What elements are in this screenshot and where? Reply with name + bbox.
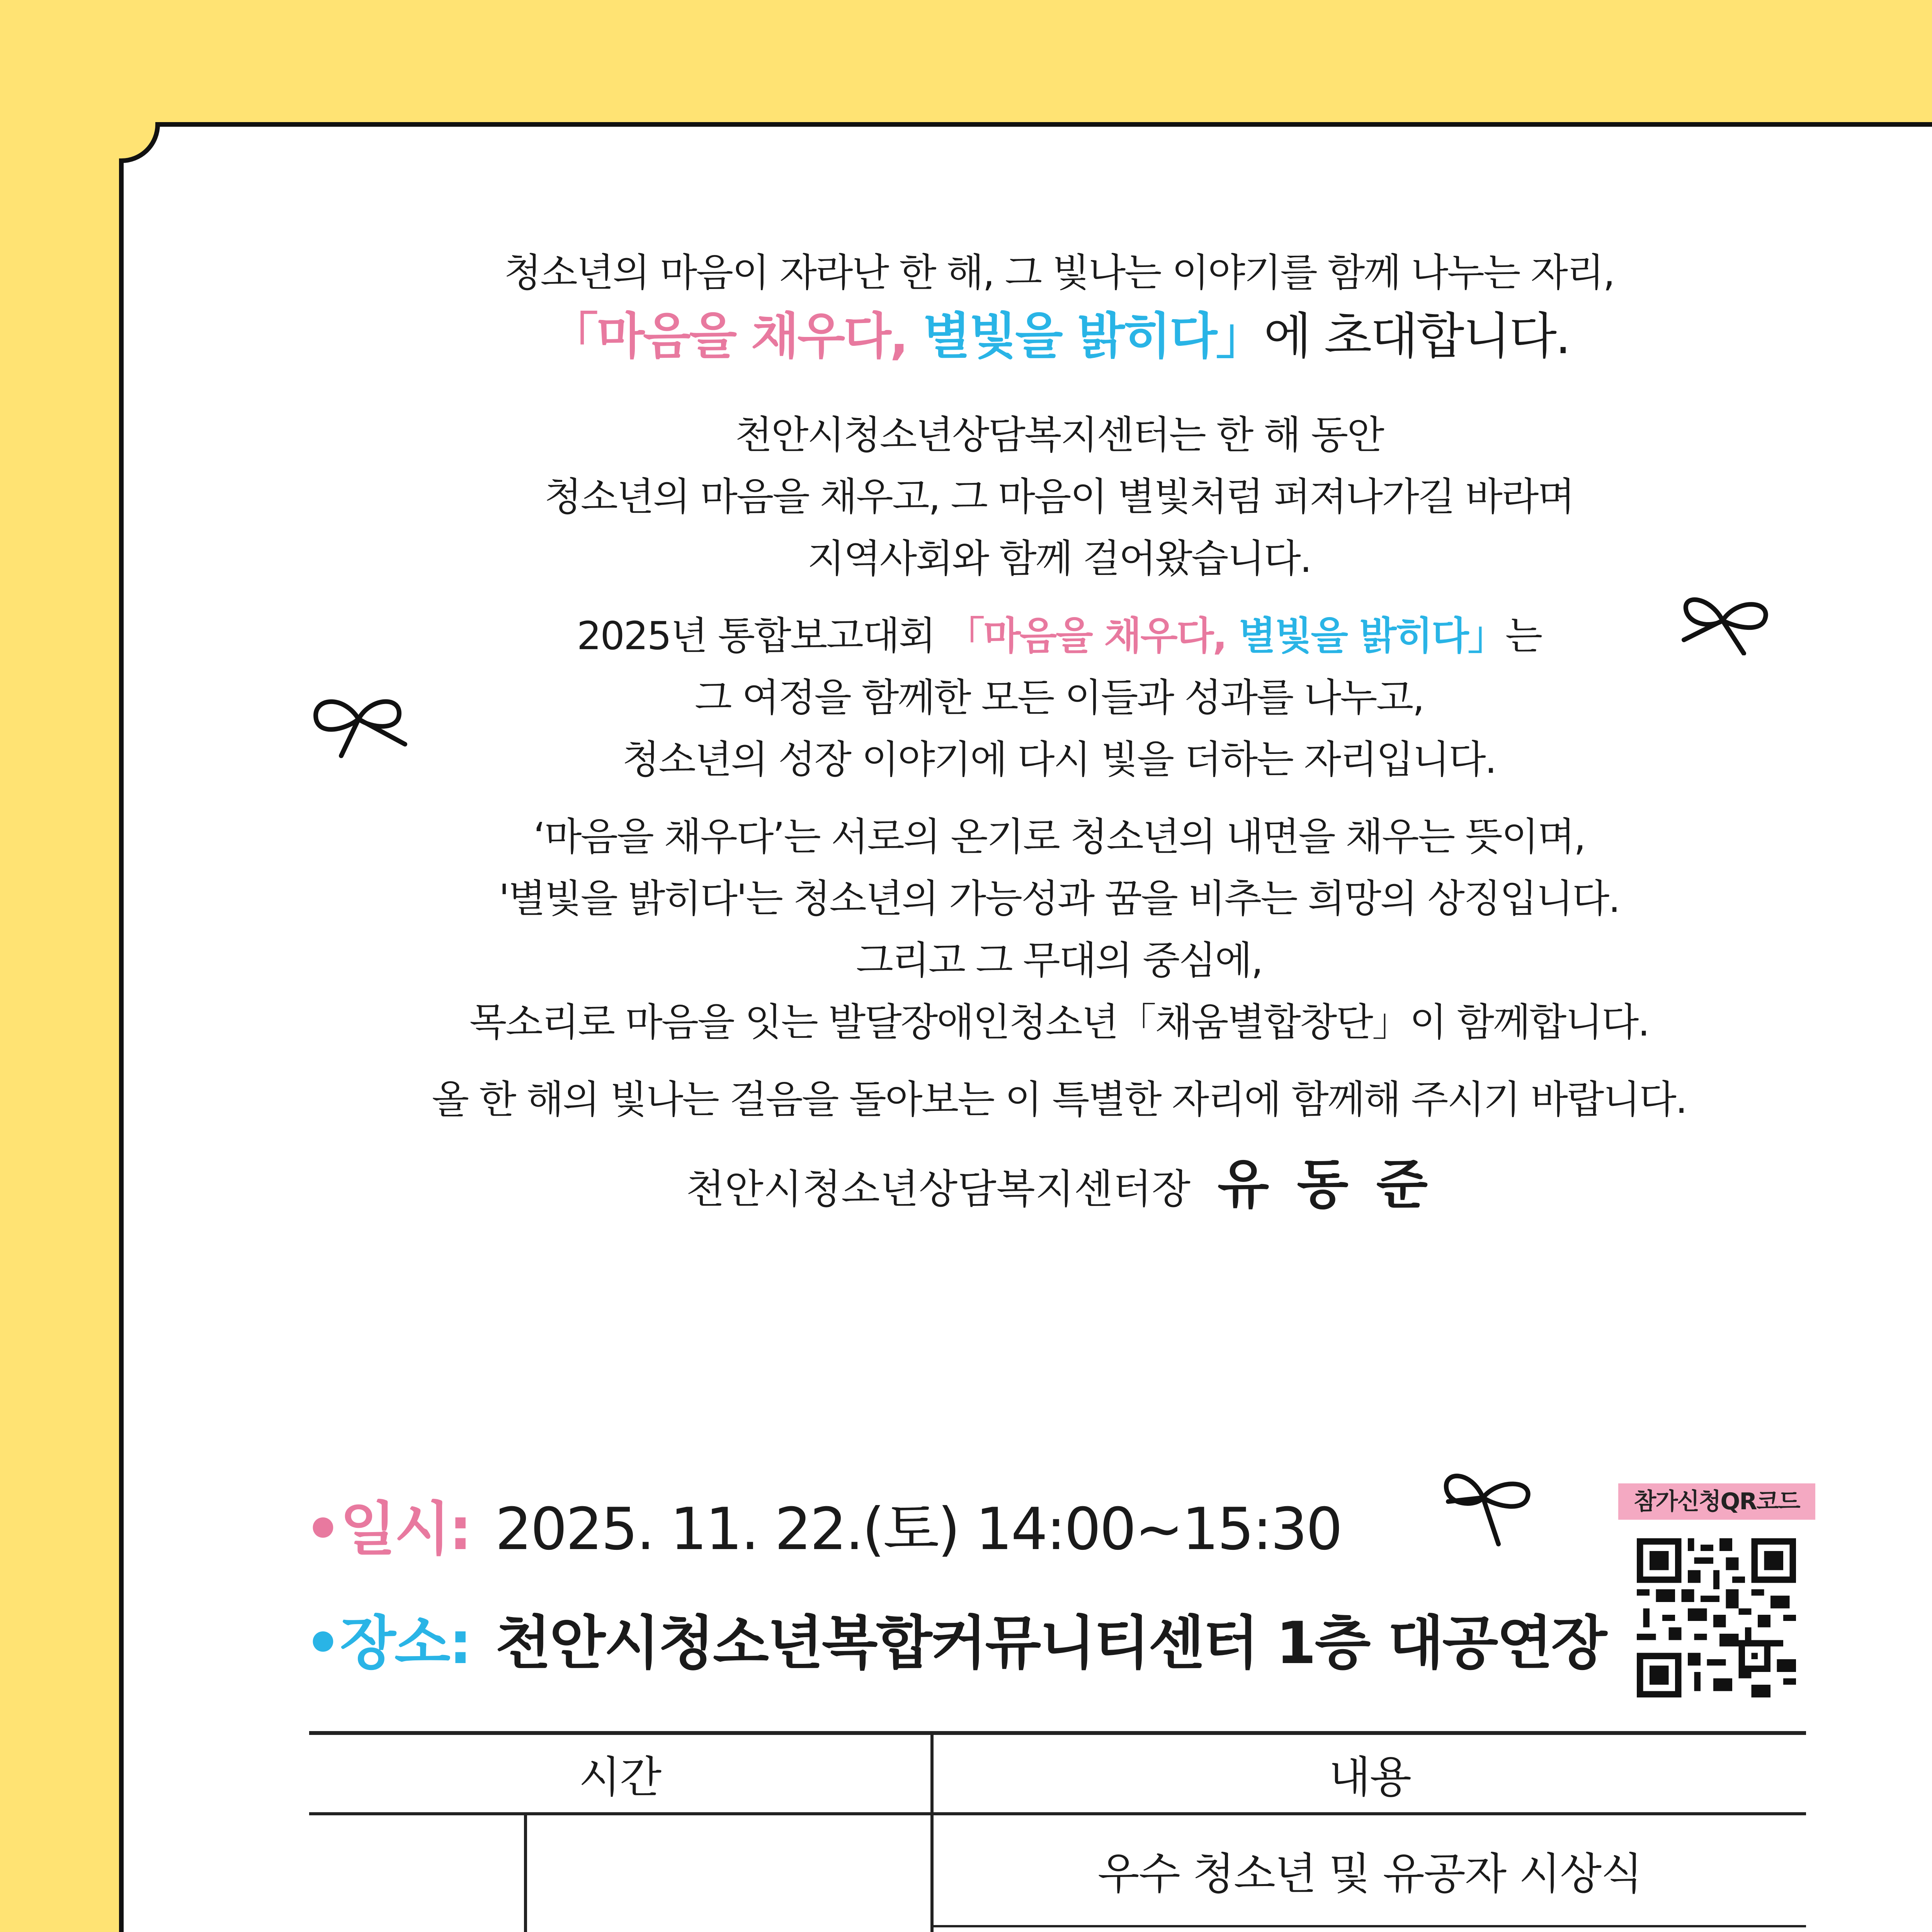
title-close-bracket: 」: [1216, 308, 1264, 365]
title-suffix: 에 초대합니다.: [1264, 308, 1570, 365]
title-blue-part: 별빛을 밝히다: [922, 308, 1216, 365]
event-title-line: [119, 302, 1932, 371]
header-content: 내용: [1328, 1752, 1411, 1803]
para2-prefix: 2025년 통합보고대회: [577, 613, 946, 658]
part-1-item-2: [934, 1927, 1806, 1932]
date-row: [304, 1482, 1341, 1566]
para1-line-3: 지역사회와 함께 걸어왔습니다.: [807, 536, 1311, 581]
para2-close: 」: [1468, 613, 1505, 658]
para4-line: 올 한 해의 빛나는 걸음을 돌아보는 이 특별한 자리에 함께해 주시기 바랍니다.: [432, 1077, 1687, 1122]
place-bullet: •: [304, 1610, 340, 1677]
signature-name: 유 동 준: [1218, 1153, 1433, 1216]
part-1-time: [527, 1815, 930, 1932]
part-1: [309, 1815, 524, 1932]
qr-label: 참가신청QR코드: [1618, 1483, 1815, 1520]
para2-line-1: [119, 605, 1932, 667]
signature-org: 천안시청소년상담복지센터장: [685, 1165, 1191, 1213]
ribbon-bow-icon: [304, 682, 413, 760]
ribbon-bow-icon: [1440, 1459, 1541, 1548]
date-bullet: •: [304, 1496, 340, 1563]
signature: [119, 1150, 1932, 1236]
qr-code-icon[interactable]: [1637, 1538, 1796, 1697]
para1-line-1: 천안시청소년상담복지센터는 한 해 동안: [735, 412, 1383, 457]
para3-line-3: 그리고 그 무대의 중심에,: [856, 938, 1262, 983]
para2-pink: 마음을 채우다,: [983, 613, 1239, 658]
place-value: 천안시청소년복합커뮤니티센터 1층 대공연장: [495, 1610, 1606, 1677]
title-open-bracket: 「: [549, 308, 597, 365]
para3-line-1: ‘마음을 채우다’는 서로의 온기로 청소년의 내면을 채우는 뜻이며,: [533, 814, 1585, 859]
date-value: 2025. 11. 22.(토) 14:00~15:30: [495, 1496, 1342, 1563]
part-1-item-1: 우수 청소년 및 유공자 시상식: [1097, 1849, 1642, 1899]
place-label: 장소:: [340, 1610, 471, 1677]
ribbon-bow-icon: [1676, 578, 1784, 655]
para2-open: 「: [946, 613, 984, 658]
date-label: 일시:: [340, 1496, 471, 1563]
para2-blue: 별빛을 밝히다: [1238, 613, 1468, 658]
para3-line-2: '별빛을 밝히다'는 청소년의 가능성과 꿈을 비추는 희망의 상징입니다.: [498, 876, 1620, 921]
para2-line-2: 그 여정을 함께한 모든 이들과 성과를 나누고,: [694, 675, 1424, 720]
place-row: [304, 1596, 1605, 1680]
para2-suffix: 는: [1505, 613, 1542, 658]
para3-line-4: 목소리로 마음을 잇는 발달장애인청소년「채움별합창단」이 함께합니다.: [469, 1000, 1649, 1045]
para1-line-2: 청소년의 마음을 채우고, 그 마음이 별빛처럼 퍼져나가길 바라며: [544, 474, 1574, 519]
invitation-card: [119, 122, 1932, 1932]
header-time: 시간: [578, 1752, 661, 1803]
para2-line-3: 청소년의 성장 이야기에 다시 빛을 더하는 자리입니다.: [622, 737, 1496, 782]
title-pink-part: 마음을 채우다,: [597, 308, 923, 365]
intro-line: 청소년의 마음이 자라난 한 해, 그 빛나는 이야기를 함께 나누는 자리,: [504, 250, 1614, 295]
